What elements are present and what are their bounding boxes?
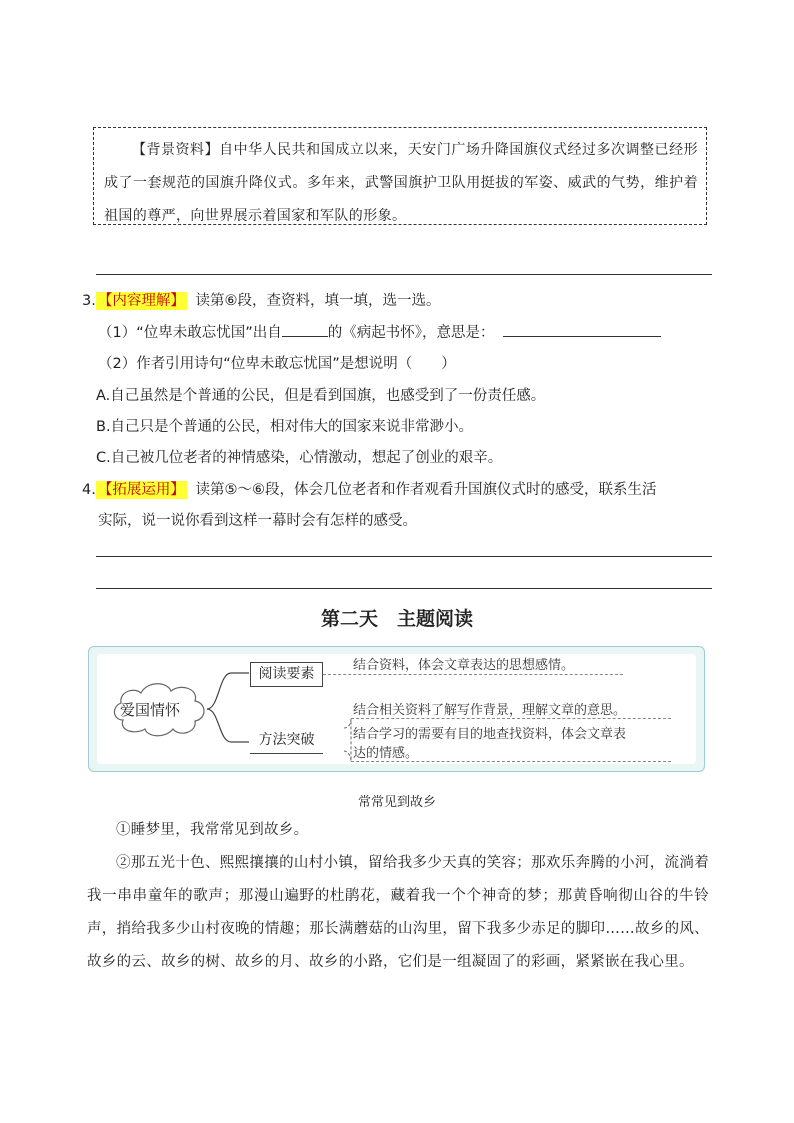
question-number: 4. (82, 482, 96, 498)
story-paragraph-2: ②那五光十色、熙熙攘攘的山村小镇，留给我多少天真的笑容；那欢乐奔腾的小河，流淌着我一串串童年的歌声；那漫山遍野的杜鹃花，藏着我一个个神奇的梦；那黄昏响彻山谷的牛铃声，捎给我多少山村夜晚的情趣；那长满蘑菇的山沟里，留下我多少赤足的脚印……故乡的风、故乡的云、故乡的树、故乡的月、故乡的小路，它们是一组凝固了的彩画，紧紧嵌在我心里。 (87, 855, 709, 970)
bubble-bracket (344, 719, 351, 761)
sub1-text-a: （1）“位卑未敢忘忧国”出自 (98, 325, 282, 341)
option-b[interactable] (96, 415, 473, 436)
story-paragraph-1: ①睡梦里，我常常见到故乡。 (116, 822, 309, 838)
branch-reading-element (250, 662, 323, 687)
question-4-line2 (98, 509, 417, 530)
sub1-text-b: 的《病起书怀》，意思是： (327, 325, 495, 341)
branch-1-text: 结合资料，体会文章表达的思想感情。 (353, 658, 575, 673)
answer-line[interactable] (96, 588, 712, 589)
question-tag: 【内容理解】 (97, 293, 185, 309)
fill-blank-meaning[interactable] (503, 336, 661, 337)
question-4 (82, 478, 656, 499)
option-c-text: C.自己被几位老者的神情感染，心情激动，想起了创业的艰辛。 (96, 450, 503, 466)
question-4-line2-text: 实际，说一说你看到这样一幕时会有怎样的感受。 (98, 513, 417, 529)
branch-2-text-2a: 结合学习的需要有目的地查找资料，体会文章表 (353, 727, 627, 742)
branch-2-text-1: 结合相关资料了解写作背景，理解文章的意思。 (353, 703, 627, 718)
option-c[interactable] (96, 446, 502, 467)
branch-2-text-2b: 达的情感。 (353, 746, 419, 761)
question-3-sub1 (98, 321, 661, 342)
branch-2-underline-2 (351, 761, 671, 762)
center-node-label: 爱国情怀 (120, 701, 181, 719)
branch-line-1 (207, 673, 249, 709)
question-4-line1: 读第⑤～⑥段，体会几位老者和作者观看升国旗仪式时的感受，联系生活 (195, 482, 657, 498)
question-3-sub2 (98, 352, 456, 373)
question-3 (82, 289, 440, 310)
branch-2-underline-1 (351, 718, 671, 719)
question-tag: 【拓展运用】 (97, 482, 185, 498)
story-title: 常常见到故乡 (357, 795, 436, 810)
story-body (87, 814, 709, 979)
mind-map (88, 646, 705, 772)
background-info-box (93, 127, 707, 225)
question-number: 3. (82, 293, 96, 309)
branch-method (250, 729, 323, 754)
question-prompt: 读第⑥段，查资料，填一填，选一选。 (195, 293, 441, 309)
background-info-text: 【背景资料】自中华人民共和国成立以来，天安门广场升降国旗仪式经过多次调整已经形成了一套规范的国旗升降仪式。多年来，武警国旗护卫队用挺拔的军姿、威武的气势，维护着祖国的尊严，向世界展示着国家和军队的形象。 (104, 142, 698, 224)
branch-reading-element-label: 阅读要素 (258, 666, 315, 682)
section-title: 第二天 主题阅读 (320, 608, 473, 630)
branch-1-underline (323, 674, 623, 675)
option-a[interactable] (96, 384, 545, 405)
answer-line[interactable] (96, 274, 712, 275)
sub2-text: （2）作者引用诗句“位卑未敢忘忧国”是想说明（ ） (98, 356, 456, 372)
option-b-text: B.自己只是个普通的公民，相对伟大的国家来说非常渺小。 (96, 419, 474, 435)
branch-method-label: 方法突破 (258, 732, 315, 748)
answer-line[interactable] (96, 556, 712, 557)
option-a-text: A.自己虽然是个普通的公民，但是看到国旗，也感受到了一份责任感。 (96, 388, 546, 404)
fill-blank-author[interactable] (282, 336, 328, 337)
branch-line-2 (207, 709, 249, 742)
